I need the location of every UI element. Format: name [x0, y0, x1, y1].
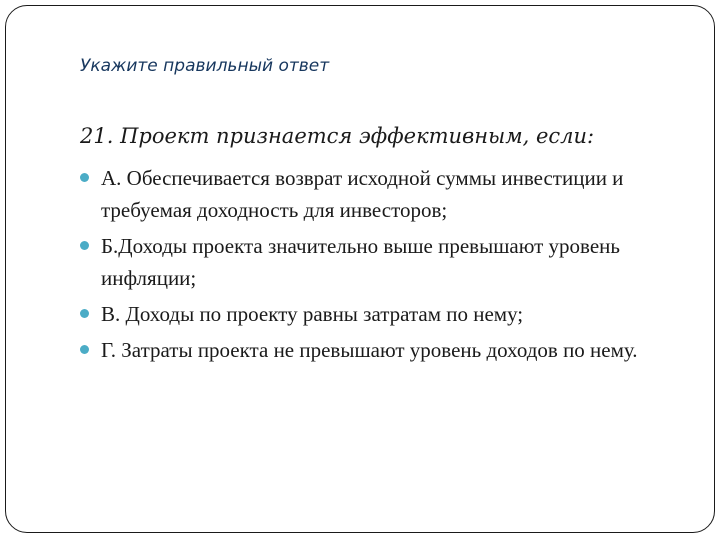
answer-option-c — [80, 298, 680, 330]
answer-option-d — [80, 334, 680, 366]
bullet-icon — [80, 345, 89, 354]
answer-options-list — [80, 162, 680, 370]
answer-option-a — [80, 162, 680, 226]
question-title: 21. Проект признается эффективным, если: — [80, 124, 595, 148]
slide-subtitle: Укажите правильный ответ — [80, 56, 330, 76]
answer-option-label: В. Доходы по проекту равны затратам по нему; — [101, 302, 524, 326]
answer-option-b — [80, 230, 680, 294]
bullet-icon — [80, 173, 89, 182]
answer-option-label: Б.Доходы проекта значительно выше превышают уровень инфляции; — [101, 234, 620, 290]
bullet-icon — [80, 241, 89, 250]
answer-option-label: Г. Затраты проекта не превышают уровень доходов по нему. — [101, 338, 638, 362]
answer-option-label: А. Обеспечивается возврат исходной суммы инвестиции и требуемая доходность для инвесторов; — [101, 166, 624, 222]
bullet-icon — [80, 309, 89, 318]
slide-frame — [5, 5, 715, 533]
